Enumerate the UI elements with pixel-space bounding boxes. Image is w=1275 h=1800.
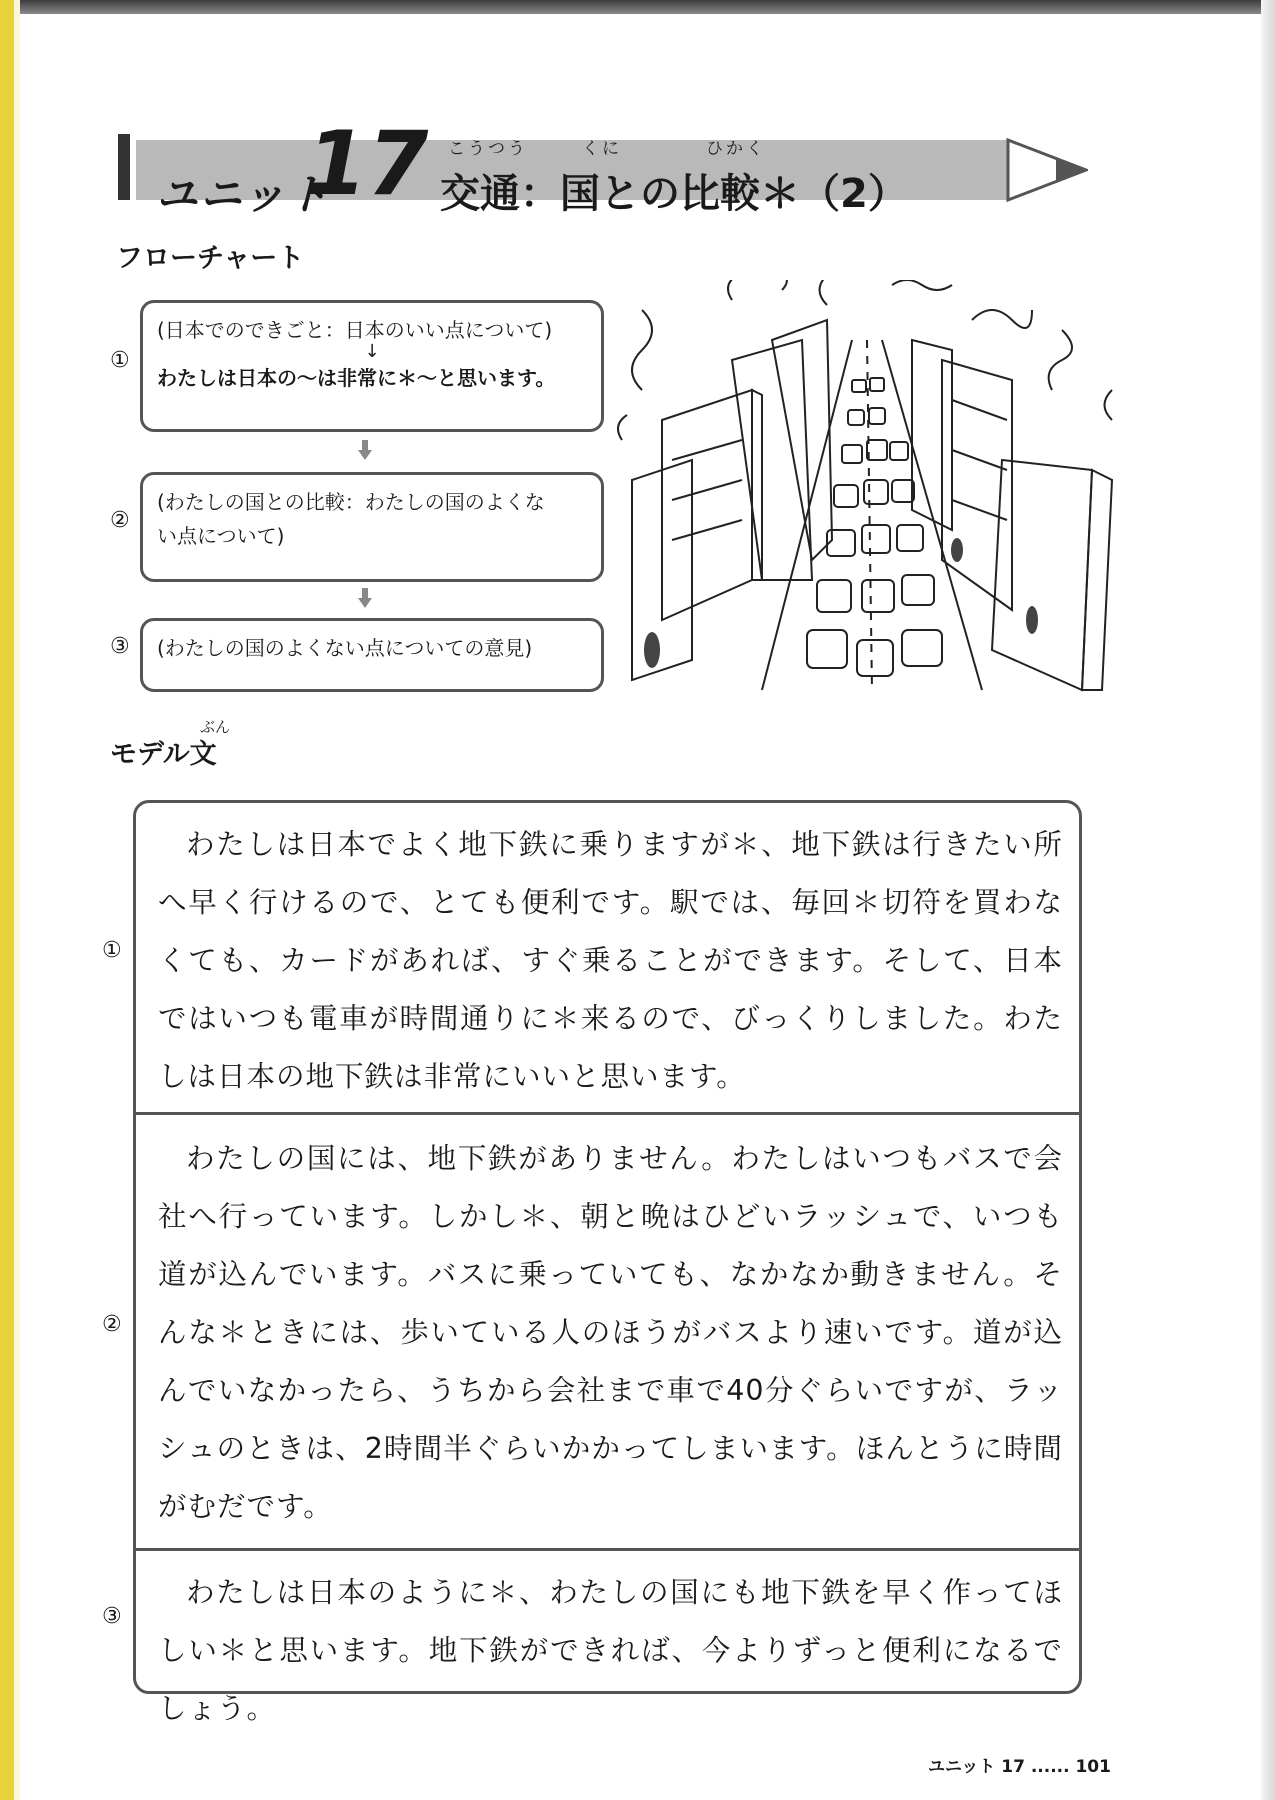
flow-step-text: (わたしの国との比較：わたしの国のよくな — [157, 490, 545, 514]
down-arrow-icon — [358, 588, 372, 608]
flow-inner-arrow: ↓ — [364, 341, 380, 362]
paragraph-number: ② — [102, 1312, 122, 1337]
flow-step-number: ② — [110, 508, 130, 533]
flow-step-box — [140, 300, 604, 432]
flow-step-number: ① — [110, 348, 130, 373]
title-ruby-hikaku: ひかく — [706, 139, 766, 159]
scan-edge-left — [0, 0, 14, 1800]
scan-edge-top — [0, 0, 1275, 14]
page-footer: ユニット 17 ...... 101 — [928, 1757, 1111, 1777]
traffic-jam-illustration — [612, 280, 1130, 700]
unit-label: ユニット — [156, 170, 331, 219]
flow-step-text: (わたしの国のよくない点についての意見) — [157, 636, 533, 660]
scan-edge-left-inner — [14, 0, 20, 1800]
flow-step-number: ③ — [110, 634, 130, 659]
flow-step-box — [140, 472, 604, 582]
title-ruby-koutsuu: こうつう — [448, 139, 528, 159]
paragraph-number: ③ — [102, 1604, 122, 1629]
flow-step-box — [140, 618, 604, 692]
flowchart-heading: フローチャート — [116, 243, 305, 274]
paragraph-number: ① — [102, 938, 122, 963]
down-arrow-icon — [358, 440, 372, 460]
flow-step-text: わたしは日本の〜は非常に＊〜と思います。 — [157, 366, 556, 390]
model-heading-ruby: ぶん — [200, 718, 231, 736]
title-ruby-kuni: くに — [582, 139, 622, 159]
model-paragraph: わたしの国には、地下鉄がありません。わたしはいつもバスで会社へ行っています。しかし＊、朝と晩はひどいラッシュで、いつも道が込んでいます。バスに乗っていても、なかなか動きません。そんな＊ときには、歩いている人のほうがバスより速いです。道が込んでいなかったら、うちから会社まで車で40分ぐらいですが、ラッシュのときは、2時間半ぐらいかかってしまいます。ほんとうに時間がむだです。 — [158, 1142, 1063, 1523]
flow-step-text: い点について) — [157, 524, 285, 548]
paragraph-divider — [133, 1548, 1082, 1551]
scan-edge-right — [1261, 0, 1275, 1800]
model-paragraph: わたしは日本のように＊、わたしの国にも地下鉄を早く作ってほしい＊と思います。地下鉄ができれば、今よりずっと便利になるでしょう。 — [158, 1576, 1063, 1725]
paragraph-divider — [133, 1112, 1082, 1115]
unit-number: 17 — [306, 112, 429, 215]
unit-banner — [118, 112, 1088, 219]
model-heading: モデル文 — [110, 739, 217, 770]
unit-title: 交通：国との比較＊（2） — [440, 171, 908, 217]
model-paragraph: わたしは日本でよく地下鉄に乗りますが＊、地下鉄は行きたい所へ早く行けるので、とても便利です。駅では、毎回＊切符を買わなくても、カードがあれば、すぐ乗ることができます。そして、日本ではいつも電車が時間通りに＊来るので、びっくりしました。わたしは日本の地下鉄は非常にいいと思います。 — [158, 828, 1063, 1093]
flow-step-text: (日本でのできごと：日本のいい点について) — [157, 318, 553, 342]
